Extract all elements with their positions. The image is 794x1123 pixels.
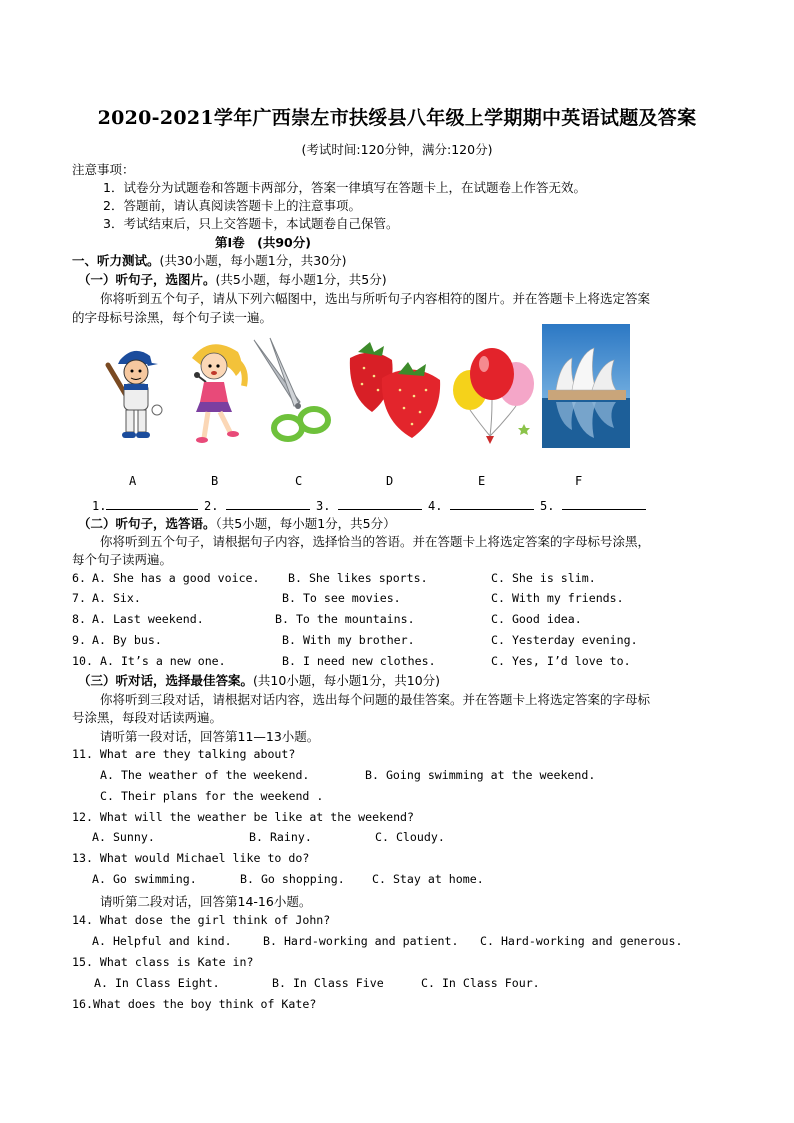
answer-blank[interactable] [428,497,534,513]
option-b: B. I need new clothes. [282,654,436,668]
dialog-intro: 请听第二段对话，回答第14-16小题。 [100,894,312,909]
part2-instruction: 你将听到五个句子，请根据句子内容，选择恰当的答语。并在答题卡上将选定答案的字母标号涂黑， [100,534,651,549]
question-stem: 14. What dose the girl think of John? [72,913,331,927]
option-c: C. Hard-working and generous. [480,934,683,948]
part3-instruction: 号涂黑，每段对话读两遍。 [72,710,223,725]
part1-title: （一）听句子，选图片。 [78,272,216,287]
option-b: B. Hard-working and patient. [263,934,459,948]
question-number: 9. [72,633,86,647]
answer-blank[interactable] [316,497,422,513]
question-number: 10. [72,654,93,668]
option-b: B. Rainy. [249,830,312,844]
question-stem: 16.What does the boy think of Kate? [72,997,317,1011]
option-a: A. Sunny. [92,830,155,844]
blank-number: 4. [428,499,443,513]
part3-title: （三）听对话，选择最佳答案。 [78,673,254,688]
notice-item: 1．试卷分为试题卷和答题卡两部分，答案一律填写在答题卡上，在试题卷上作答无效。 [103,180,586,195]
scissors-icon [248,336,338,448]
answer-blank[interactable] [92,497,198,513]
option-a: A. Go swimming. [92,872,197,886]
image-label: B [211,474,219,488]
question-number: 8. [72,612,86,626]
strawberry-icon [342,338,446,446]
part3-note: (共10小题，每小题1分，共10分) [253,673,441,688]
option-a: A. Last weekend. [92,612,204,626]
option-c: C. Their plans for the weekend . [100,789,324,803]
image-label: C [295,474,303,488]
option-c: C. Good idea. [491,612,582,626]
option-c: C. Yesterday evening. [491,633,638,647]
option-c: C. She is slim. [491,571,596,585]
blank-number: 2. [204,499,219,513]
option-a: A. Six. [92,591,141,605]
image-label: D [386,474,394,488]
option-a: A. Helpful and kind. [92,934,232,948]
option-a: A. The weather of the weekend. [100,768,310,782]
option-c: C. With my friends. [491,591,624,605]
option-c: C. Yes, I’d love to. [491,654,631,668]
part2-heading [78,514,396,532]
part2-title: （二）听句子，选答语。 [78,516,216,531]
exam-info: (考试时间:120分钟，满分:120分) [301,142,493,157]
option-b: B. Going swimming at the weekend. [365,768,596,782]
part1-instruction: 的字母标号涂黑，每个句子读一遍。 [72,310,273,325]
part2-note: （共5小题，每小题1分，共5分） [215,516,396,531]
image-label: A [129,474,137,488]
part3-instruction: 你将听到三段对话，请根据对话内容，选出每个问题的最佳答案。并在答题卡上将选定答案的字母标 [100,692,651,707]
option-c: C. Stay at home. [372,872,484,886]
page-title: 2020-2021学年广西崇左市扶绥县八年级上学期期中英语试题及答案 [97,107,697,129]
blank-number: 1. [92,499,107,513]
notice-item: 2．答题前，请认真阅读答题卡上的注意事项。 [103,198,361,213]
answer-blank[interactable] [540,497,646,513]
answer-blank[interactable] [204,497,310,513]
baseball-boy-icon [98,340,168,450]
option-b: B. She likes sports. [288,571,428,585]
blank-number: 5. [540,499,555,513]
question-stem: 12. What will the weather be like at the weekend? [72,810,415,824]
option-b: B. Go shopping. [240,872,345,886]
option-a: A. She has a good voice. [92,571,260,585]
part3-heading [78,671,440,689]
question-stem: 11. What are they talking about? [72,747,296,761]
image-label: E [478,474,486,488]
singing-girl-icon [180,336,250,448]
balloons-icon [450,340,540,450]
option-a: A. In Class Eight. [94,976,220,990]
section-note: (共30小题，每小题1分，共30分) [159,253,347,268]
part1-note: (共5小题，每小题1分，共5分) [215,272,387,287]
section-title: 一、听力测试。 [72,253,160,268]
notice-item: 3．考试结束后，只上交答题卡，本试题卷自己保管。 [103,216,399,231]
section-heading [72,251,347,269]
notice-heading: 注意事项： [72,162,135,177]
option-c: C. In Class Four. [421,976,540,990]
question-number: 7. [72,591,86,605]
part1-instruction: 你将听到五个句子，请从下列六幅图中，选出与所听句子内容相符的图片。并在答题卡上将选定答案 [100,291,651,306]
question-number: 6. [72,571,86,585]
option-a: A. By bus. [92,633,162,647]
question-stem: 13. What would Michael like to do? [72,851,310,865]
dialog-intro: 请听第一段对话，回答第11—13小题。 [100,729,320,744]
opera-house-icon [542,324,630,448]
question-stem: 15. What class is Kate in? [72,955,254,969]
option-b: B. In Class Five [272,976,384,990]
option-c: C. Cloudy. [375,830,445,844]
option-b: B. To see movies. [282,591,401,605]
option-b: B. With my brother. [282,633,415,647]
option-b: B. To the mountains. [275,612,415,626]
part2-instruction: 每个句子读两遍。 [72,552,173,567]
part1-heading [78,270,387,288]
blank-number: 3. [316,499,331,513]
image-label: F [575,474,583,488]
option-a: A. It’s a new one. [100,654,226,668]
volume-title: 第Ⅰ卷 (共90分) [215,235,311,250]
